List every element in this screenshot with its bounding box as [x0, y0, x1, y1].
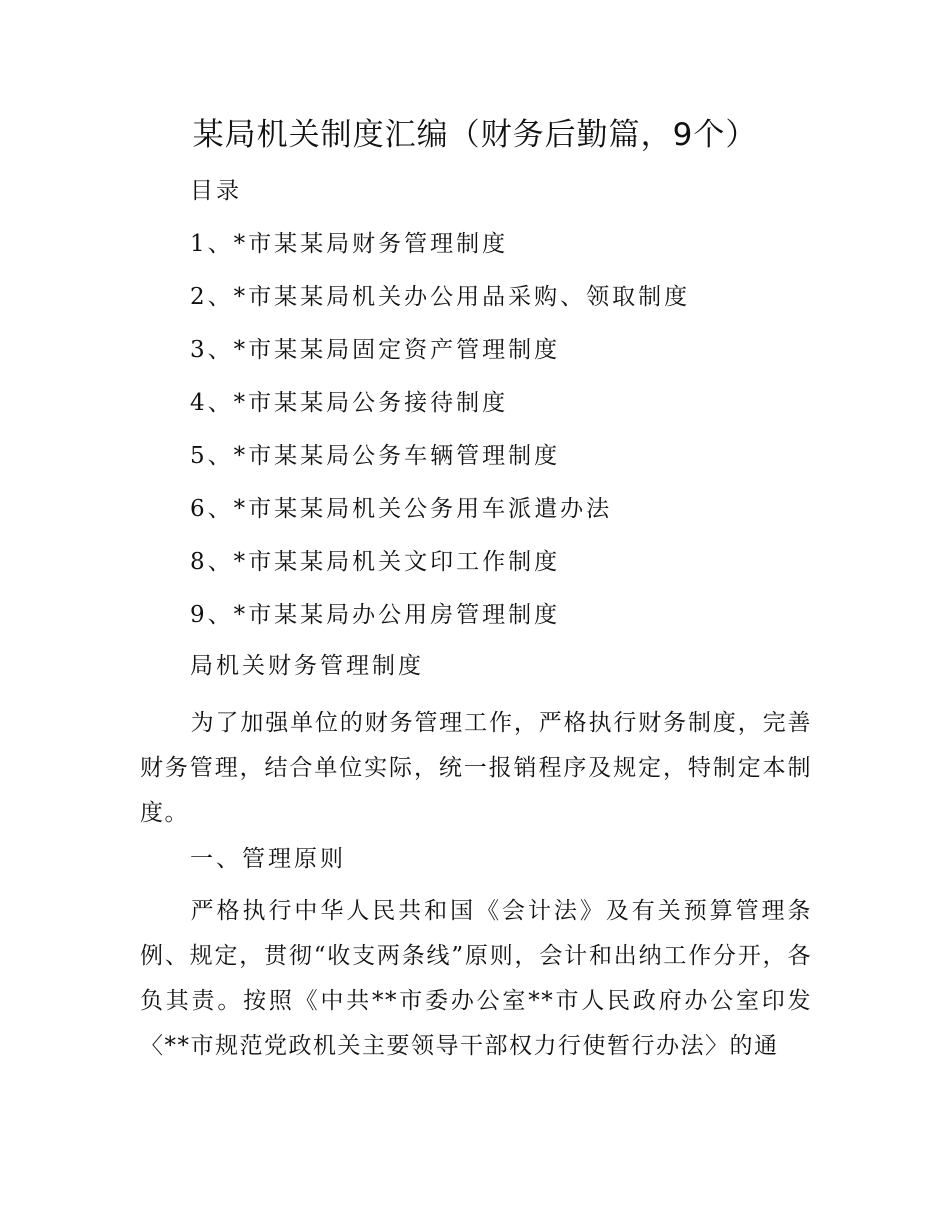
- toc-item: 3、*市某某局固定资产管理制度: [190, 337, 561, 363]
- toc-item: 2、*市某某局机关办公用品采购、领取制度: [190, 284, 691, 310]
- toc-item: 9、*市某某局办公用房管理制度: [190, 602, 561, 628]
- toc-item: 4、*市某某局公务接待制度: [190, 390, 509, 416]
- section-title: 局机关财务管理制度: [190, 653, 424, 679]
- toc-item: 8、*市某某局机关文印工作制度: [190, 549, 561, 575]
- table-of-contents: [190, 228, 690, 652]
- subheading-management-principles: 一、管理原则: [190, 846, 346, 872]
- toc-item: 6、*市某某局机关公务用车派遣办法: [190, 496, 613, 522]
- toc-item: 5、*市某某局公务车辆管理制度: [190, 443, 561, 469]
- principle-paragraph: 严格执行中华人民共和国《会计法》及有关预算管理条例、规定，贯彻“收支两条线”原则，会计和出纳工作分开，各负其责。按照《中共**市委办公室**市人民政府办公室印发〈**市规范党政机关主要领导干部权力行使暂行办法〉的通: [140, 898, 812, 1059]
- document-title: 某局机关制度汇编（财务后勤篇，9个）: [192, 117, 758, 153]
- intro-paragraph: 为了加强单位的财务管理工作，严格执行财务制度，完善财务管理，结合单位实际，统一报销程序及规定，特制定本制度。: [140, 710, 812, 826]
- toc-item: 1、*市某某局财务管理制度: [190, 231, 509, 257]
- toc-heading: 目录: [190, 178, 242, 204]
